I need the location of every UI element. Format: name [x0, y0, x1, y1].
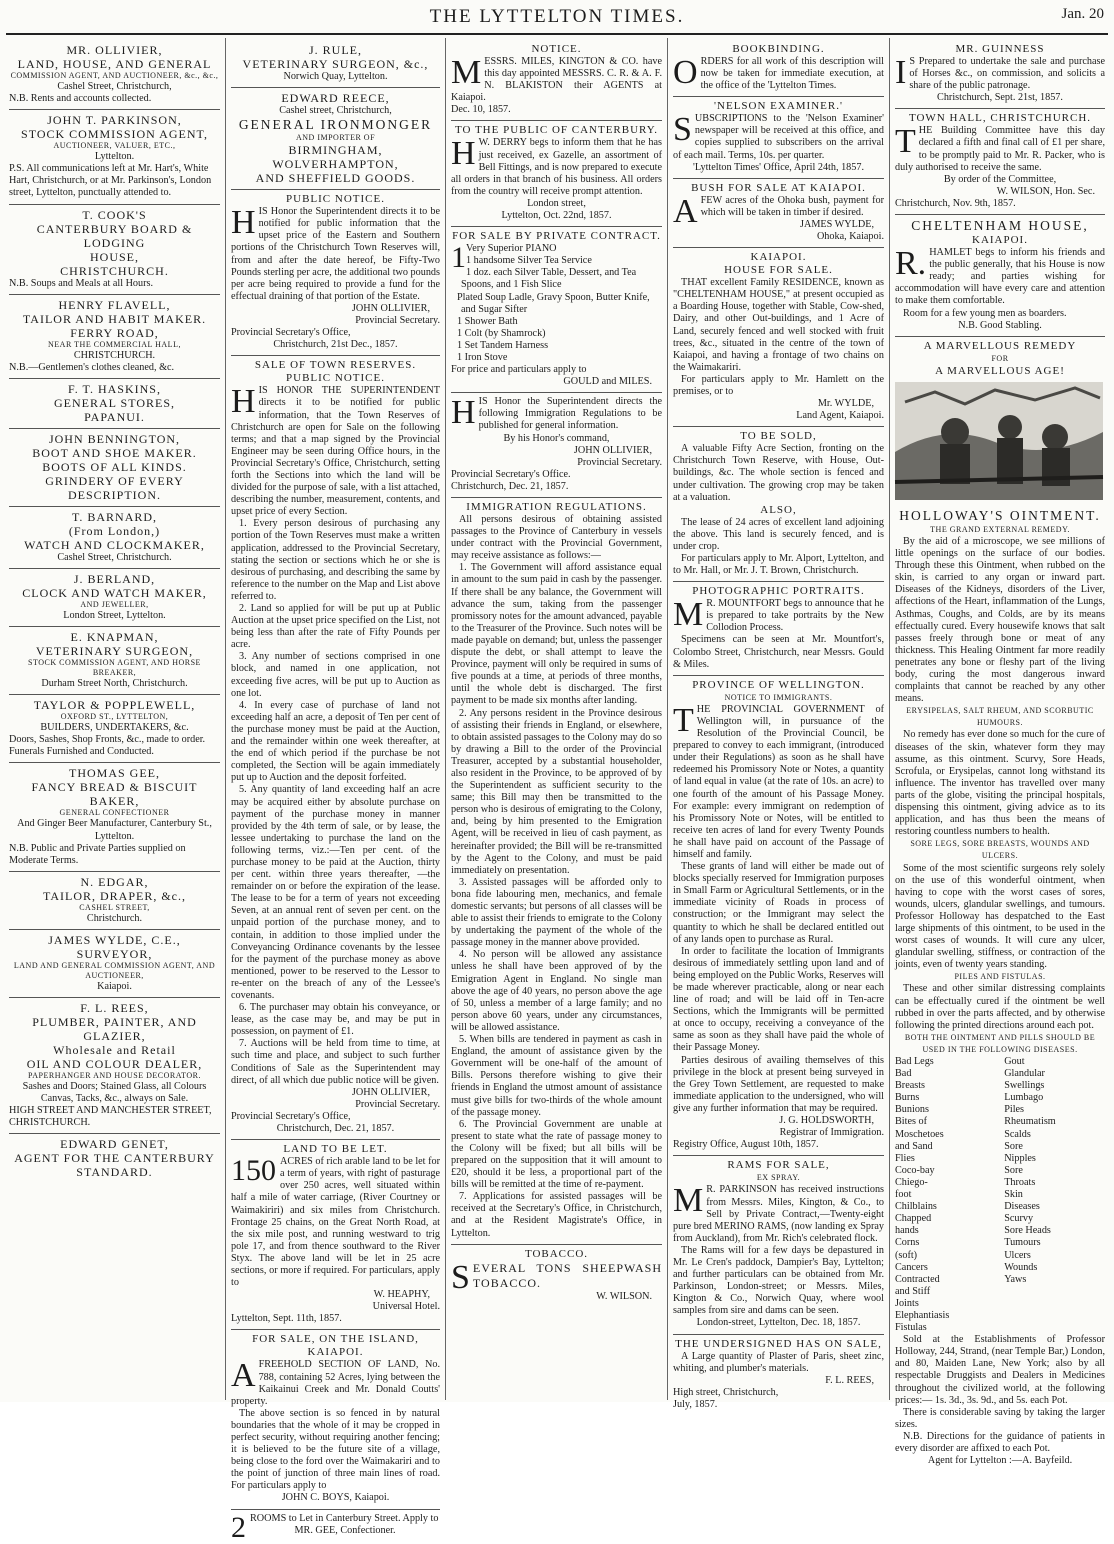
disease-item: Lumbago	[1004, 1092, 1044, 1104]
card-line: OIL AND COLOUR DEALER,	[26, 1056, 203, 1071]
disease-item: Yaws	[1004, 1273, 1027, 1285]
disease-item: Tumours	[1004, 1237, 1041, 1249]
disease-item: Contracted and Stiff Joints	[895, 1273, 940, 1309]
disease-item: Scalds	[1004, 1128, 1031, 1140]
sale-term: 1. Every person desirous of purchasing any portion of the Town Reserves must make a written application, addressed to the Provincial Secretary, stating the section or sections which he or she is desirous of purchasing, and describing the same by reference to the number on the Map and List above referred to.	[231, 518, 440, 602]
card-address: CHRISTCHURCH.	[73, 349, 156, 361]
card-line: EDWARD GENET,	[60, 1137, 169, 1152]
sale-term: 5. Any quantity of land exceeding half an acre may be acquired either by absolute purchase on payment of the purchase money in manner provided by the 4th term of sale, or by lease, the lessee undertaking to purchase the land on the following terms, viz.:—Ten per cent. of the purchase money to be paid at the Auction, thirty per cent. within three years thereafter, —the remainder on or before the expiration of the lease. The lease to be for a term of years not exceeding Seven, at an annual rent of seven per cent. on the unpaid portion of the purchase money, and to contain, in addition to those implied under the Conveyancing Ordinance covenants by the lessee for the payment of the purchase money as above mentioned, power to be reserved to the Lessor to re-enter on the breach of any of the Lessee's covenants.	[231, 784, 440, 1001]
card-line: BOOT AND SHOE MAKER.	[32, 445, 197, 460]
disease-item: Bad Breasts	[895, 1068, 925, 1092]
card-line: (From London,)	[68, 523, 161, 538]
sale-term: 4. In every case of purchase of land not exceeding half an acre, a deposit of Ten per cent of the purchase money must be paid at the Auction, and the remainder within one week thereafter, at the end of which period if the purchase be not completed, the Section will be again immediately put up to Auction and the deposit forfeited.	[231, 699, 440, 784]
business-card	[9, 379, 220, 429]
card-subline: CASHEL STREET,	[79, 902, 150, 912]
card-line: Wholesale and Retail	[53, 1042, 176, 1057]
immigration-para: 6. The Provincial Government are unable at present to state what the rate of passage money to the Colony will be fixed; but all bills will be prepared on the supposition that it will amount to £20, should it be less, a proportional part of the bills will be remitted at the time of re-payment.	[451, 1118, 662, 1191]
card-line: VETERINARY SURGEON,	[35, 644, 194, 659]
province-of-wellington: PROVINCE OF WELLINGTON. NOTICE TO IMMIGRANTS. THE PROVINCIAL GOVERNMENT of Wellington will, in pursuance of the Resolution of the Provincial Council, be prepared to convey to each immigrant, (introduced under their Regulations) as soon as he shall have redeemed his Promissory Note or Notes, a quantity of land equal in value (at the rate of 10s. an acre) to one fourth of the amount of his Passage Money. For example: every immigrant on redemption of his Promissory Note or Notes, will be entitled to receive ten acres of land for every Twenty Pounds he shall have paid on account of the Passage of himself and family. These grants of land will either be made out of blocks specially reserved for Immigration purposes in Small Farm or Agricultural Settlements, or in the immediate vicinity of Roads in process of construction; or the Immigrant may select the quantity to which he shall be declared entitled out of any lands open to purchase as Rural. In order to facilitate the location of Immigrants desirous of immediately settling upon land and of being employed on the Public Works, Reserves will be made wherever practicable, along or near each line of road; and will be laid off in Ten-acre Sections, which the Immigrants will be permitted at once to occupy, receiving a conveyance of the same as soon as they shall have paid the whole of their Passage Money. Parties desirous of availing themselves of this privilege in the block at present being surveyed in the Grey Town Settlement, are requested to make immediate application to the undersigned, who will give any further information that may be required. J. G. HOLDSWORTH, Registrar of Immigration. Registry Office, August 10th, 1857.	[673, 676, 884, 1157]
immigration-para: 4. No person will be allowed any assistance unless he shall have been approved of by the Emigration Agent in England. No single man above the age of 40 years, no person above the age of 50, unless a member of a large family; and no person above 60 years, under any circumstances, will be allowed assistance.	[451, 949, 662, 1033]
card-line: N. EDGAR,	[80, 874, 149, 889]
business-card	[9, 930, 220, 998]
disease-item: Glandular Swellings	[1004, 1068, 1045, 1092]
immigration-para: 1. The Government will afford assistance equal in amount to the sum paid in cash by the passenger. If there shall be any balance, the Government will advance the sum, taking from the passenger promissory notes for the amount advanced, payable to the Treasurer of the Province. Such notes will be made payable on demand; but, unless the passenger dispute the debt, or shall attempt to leave the Province, payment will only be required in sums of five pounds at a time, at periods of three months, until the whole debt is discharged. The first payment to be made six months after landing.	[451, 562, 662, 707]
card-subline: LAND AND GENERAL COMMISSION AGENT, AND AUCTIONEER,	[13, 960, 216, 980]
issue-date: Jan. 20	[1061, 6, 1104, 22]
business-card	[9, 569, 220, 627]
card-line: F. T. HASKINS,	[68, 381, 161, 396]
tobacco-ad: TOBACCO. SEVERAL TONS SHEEPWASH TOBACCO. W. WILSON.	[451, 1247, 662, 1302]
nelson-examiner: 'NELSON EXAMINER.' SUBSCRIPTIONS to the 'Nelson Examiner' newspaper will be received at this office, and copies supplied to subscribers on the arrival of each mail. Terms, 10s. per quarter. 'Lyttelton Times' Office, April 24th, 1857.	[673, 97, 884, 178]
card-line: STOCK COMMISSION AGENT,	[21, 127, 208, 142]
immigration-para: 2. Any persons resident in the Province desirous of assisting their friends in England, or elsewhere, to obtain assisted passages to the Colony may do so by drawing a Bill to the order of the Provincial Treasurer, accepted by a substantial householder, also resident in the Province, to be approved of by the Superintendent as sufficient security to the same; this Bill may then be transmitted to the person who is desirous of emigrating to the Colony, and, being by him presented to the Emigration Agent, will be received in lieu of cash payment, as hereinafter provided; the Bill will be re-transmitted by the Agent to the Colony, and must be paid immediately on presentation.	[451, 707, 662, 876]
card-line: THOMAS GEE,	[69, 766, 160, 781]
disease-item: Piles	[1004, 1104, 1025, 1116]
card-line: JOHN BENNINGTON,	[48, 431, 181, 446]
card-line: F. L. REES,	[80, 1000, 149, 1015]
card-line: PLUMBER, PAINTER, AND GLAZIER,	[32, 1014, 197, 1043]
card-line: FERRY ROAD,	[70, 325, 159, 340]
card-address: Cashel Street, Christchurch.	[57, 551, 172, 563]
immigration-directive: HIS Honor the Superintendent directs the following Immigration Regulations to be published for general information. By his Honor's command, JOHN OLLIVIER, Provincial Secretary. Provincial Secretary's Office. Christchurch, Dec. 21, 1857.	[451, 393, 662, 498]
land-to-let: LAND TO BE LET. 150 ACRES of rich arable land to be let for a term of years, with right of pasturage over 250 acres, well situated within half a mile of water carriage, (River Courtney or Waimakiriri) and six miles from Christchurch. Frontage 25 chains, on the Great North Road, at the six mile post, and running westward to trig pole 17, and from thence southward to the River Styx. The above land will be let in 25 acre sections, or more if required. For particulars, apply to W. HEAPHY, Universal Hotel. Lyttelton, Sept. 11th, 1857.	[231, 1140, 440, 1330]
disease-item: Skin Diseases	[1004, 1189, 1040, 1213]
contract-item: 1 Iron Stove	[457, 351, 508, 363]
business-card	[9, 1134, 220, 1183]
photographic-portraits: PHOTOGRAPHIC PORTRAITS. M R. MOUNTFORT begs to announce that he is prepared to take portraits by the New Collodion Process. Specimens can be seen at Mr. Mountfort's, Colombo Street, Christchurch, near Messrs. Gould & Miles.	[673, 582, 884, 676]
business-card	[9, 205, 220, 295]
bush-for-sale: BUSH FOR SALE AT KAIAPOI. AFEW acres of the Ohoka bush, payment for which will be taken in timber if desired. JAMES WYLDE, Ohoka, Kaiapoi.	[673, 179, 884, 248]
sale-island-kaiapoi: FOR SALE, ON THE ISLAND, KAIAPOI. AFREEHOLD SECTION OF LAND, No. 788, containing 52 Acres, lying between the Kaikainui Creek and Mr. Donald Coutts' property. The above section is so fenced in by natural boundaries that the whole of it may be cropped in perfect security, without requiring another fencing; it is believed to be the future site of a village, being close to the ford over the Waimakariri and to the point of junction of three main lines of road. For particulars apply to JOHN C. BOYS, Kaiapoi.	[231, 1330, 440, 1509]
mr-guinness: MR. GUINNESS I S Prepared to undertake the sale and purchase of Horses &c., on commission, and solicits a share of the public patronage. Christchurch, Sept. 21st, 1857.	[895, 40, 1105, 109]
paper-title: THE LYTTELTON TIMES.	[429, 6, 685, 27]
ad-rule: J. RULE, VETERINARY SURGEON, &c., Norwich Quay, Lyttelton.	[231, 40, 440, 88]
disease-item: Rheumatism	[1004, 1116, 1056, 1128]
business-card	[9, 295, 220, 379]
sale-town-reserves: SALE OF TOWN RESERVES. PUBLIC NOTICE. HIS HONOR THE SUPERINTENDENT directs it to be notified for public information, that the Town Reserves of Christchurch are open for Sale on the following terms; and that a map signed by the Provincial Engineer may be seen during Office hours, in the Provincial Secretary's Office, Christchurch, setting forth the Sections into which the land will be divided for the purpose of sale, with a list attached, describing the number, measurement, contents, and upset price of every Section. 1. Every person desirous of purchasing any portion of the Town Reserves must make a written application, addressed to the Provincial Secretary, stating the section or sections which he or she is desirous of purchasing, and describing the same by reference to the number on the Map and List above referred to. 2. Land so applied for will be put up at Public Auction at the upset price specified on the List, not being less than after the rate of Fifty Pounds per acre. 3. Any number of sections comprised in one block, and named in one application, not exceeding five acres, will be put up to Auction as one lot. 4. In every case of purchase of land not exceeding half an acre, a deposit of Ten per cent of the purchase money must be paid at the Auction, and the remainder within one week thereafter, at the end of which period if the purchase be not completed, the Section will be again immediately put up to Auction and the deposit forfeited. 5. Any quantity of land exceeding half an acre may be acquired either by absolute purchase on payment of the purchase money in manner provided by the 4th term of sale, or by lease, the lessee undertaking to purchase the land on the following terms, viz.:—Ten per cent. of the purchase money to be paid at the Auction, thirty per cent. within three years thereafter, —the remainder on or before the expiration of the lease. The lease to be for a term of years not exceeding Seven, at an annual rent of seven per cent. on the unpaid portion of the purchase money, and to contain, in addition to those implied under the Conveyancing Ordinance covenants by the lessee for the payment of the purchase money as above mentioned, power to be reserved to the Lessor to re-enter on the breach of any of the Lessee's covenants. 6. The purchaser may obtain his conveyance, or lease, as the case may be, and may be put in possession, on payment of £1. 7. Auctions will be held from time to time, at such time and place, and subject to such further Conditions of Sale as the Superintendent may direct, of all which due public notice will be given. JOHN OLLIVIER, Provincial Secretary. Provincial Secretary's Office, Christchurch, Dec. 21, 1857.	[231, 356, 440, 1140]
card-subline: COMMISSION AGENT, AND AUCTIONEER, &c., &c.,	[10, 71, 219, 80]
card-line: CHRISTCHURCH.	[60, 263, 169, 278]
card-note: Doors, Sashes, Shop Fronts, &c., made to order. Funerals Furnished and Conducted.	[9, 734, 206, 758]
contract-item: 1 Colt (by Shamrock)	[457, 327, 546, 339]
disease-item: Sore Throats	[1004, 1164, 1036, 1188]
disease-item: Bites of Moschetoes and Sand Flies	[895, 1116, 944, 1164]
card-address: London Street, Lyttelton.	[63, 609, 166, 621]
contract-item: 1 Shower Bath	[457, 315, 518, 327]
column-4	[668, 38, 890, 1410]
immigration-regulations: IMMIGRATION REGULATIONS. All persons desirous of obtaining assisted passages to the Province of Canterbury in vessels under contract with the Provincial Government, may receive assistance as follows:— 1. The Government will afford assistance equal in amount to the sum paid in cash by the passenger. If there shall be any balance, the Government will advance the sum, taking from the passenger promissory notes for the amount advanced, payable to the Treasurer of the Province. Such notes will be made payable on demand; but, unless the passenger dispute the debt, or shall attempt to leave the Province, payment will only be required in sums of five pounds at a time, at periods of three months, until the whole debt is discharged. The first payment to be made six months after landing. 2. Any persons resident in the Province desirous of assisting their friends in England, or elsewhere, to obtain assisted passages to the Colony may do so by drawing a Bill to the order of the Provincial Treasurer, accepted by a substantial householder, also resident in the Province, to be approved of by the Superintendent as sufficient security to the same; this Bill may then be transmitted to the person who is desirous of emigrating to the Colony, and, being by him presented to the Emigration Agent, will be received in lieu of cash payment, as hereinafter provided; the Bill will be re-transmitted by the Agent to the Colony, and must be paid immediately on presentation. 3. Assisted passages will be afforded only to bona fide labouring men, mechanics, and female domestic servants; but persons of all classes will be able to assist their friends to emigrate to the Colony by undertaking the payment of the whole of the passage money in the manner above provided. 4. No person will be allowed any assistance unless he shall have been approved of by the Emigration Agent in England. No single man above the age of 40 years, no person above the age of 50, unless a member of a large family; and no person above 60 years, under any circumstances, will be allowed assistance. 5. When bills are tendered in payment as cash in England, the amount of assistance given by the Government will be one-half of the amount of Bills. Persons therefore wishing to give their friends in England the utmost amount of assistance must give bills for two-thirds of the whole amount of the passage money. 6. The Provincial Government are unable at present to state what the rate of passage money to the Colony will be fixed; but all bills will be prepared on the supposition that it will amount to £20, should it be less, a proportional part of the bills will be remitted at the time of re-payment. 7. Applications for assisted passages will be received at the Secretary's Office, in Christchurch, and at the Resident Magistrate's Office, in Lyttelton.	[451, 498, 662, 1245]
holloway-engraving-icon	[895, 382, 1103, 500]
card-subline: PAPERHANGER AND HOUSE DECORATOR.	[28, 1070, 201, 1080]
disease-item: Wounds	[1004, 1261, 1038, 1273]
business-card	[9, 429, 220, 507]
card-subline: AND JEWELLER,	[80, 599, 149, 609]
private-contract: FOR SALE BY PRIVATE CONTRACT. 1 Very Superior PIANO 1 handsome Silver Tea Service 1 doz. each Silver Table, Dessert, and Tea Spoons, and 1 Fish Slice Plated Soup Ladle, Gravy Spoon, Butter Knife, and Sugar Sifter 1 Shower Bath 1 Colt (by Shamrock) 1 Set Tandem Harness 1 Iron Stove For price and particulars apply to GOULD and MILES.	[451, 227, 662, 393]
card-line: WATCH AND CLOCKMAKER,	[24, 537, 205, 552]
rams-for-sale: RAMS FOR SALE, EX SPRAY. M R. PARKINSON has received instructions from Messrs. Miles, Kington, & Co., to Sell by Private Contract,—Twenty-eight pure bred MERINO RAMS, (now landing ex Spray from Auckland), from Mr. Rich's celebrated flock. The Rams will for a few days be depastured in Mr. Le Cren's paddock, Dampier's Bay, Lyttelton; and further particulars can be obtained from Mr. Parkinson, London-street; or Messrs. Miles, Kington & Co., Norwich Quay, where wool samples from sire and dams can be seen. London-street, Lyttelton, Dec. 18, 1857.	[673, 1156, 884, 1334]
column-3	[446, 38, 668, 1400]
card-line: SURVEYOR,	[76, 946, 153, 961]
card-address: And Ginger Beer Manufacturer, Canterbury St., Lyttelton.	[17, 818, 212, 842]
card-note: HIGH STREET AND MANCHESTER STREET, CHRISTCHURCH.	[9, 1105, 212, 1129]
columns	[4, 38, 1110, 1544]
rooms-to-let: 2 ROOMS to Let in Canterbury Street. Apply to MR. GEE, Confectioner.	[231, 1510, 439, 1544]
card-note: N.B. Soups and Meals at all Hours.	[9, 277, 154, 289]
card-line: PAPANUI.	[84, 409, 145, 424]
immigration-para: 3. Assisted passages will be afforded only to bona fide labouring men, mechanics, and female domestic servants; but persons of all classes will be able to assist their friends to emigrate to the Colony by undertaking the payment of the whole of the passage money in the manner above provided.	[451, 876, 662, 949]
contract-items	[451, 243, 662, 364]
public-notice: PUBLIC NOTICE. HIS Honor the Superintendent directs it to be notified for public information that the upset price of the Eastern and Southern portions of the Christchurch Town Reserves will, from and after the date hereof, be Fifty-Two Pounds sterling per acre, the additional two pounds per acre being required to provide a fund for the effectual draining of that portion of the Estate. JOHN OLLIVIER, Provincial Secretary. Provincial Secretary's Office, Christchurch, 21st Dec., 1857.	[231, 190, 440, 356]
card-line: T. COOK'S	[82, 207, 147, 222]
wellington-paras	[673, 861, 884, 1115]
card-line: T. BARNARD,	[71, 509, 158, 524]
card-line: CANTERBURY BOARD & LODGING	[36, 221, 193, 250]
house-for-sale: KAIAPOI. HOUSE FOR SALE. THAT excellent Family RESIDENCE, known as "CHELTENHAM HOUSE," at present occupied as a Boarding House, together with Stable, Cow-shed, Dairy, and other Out-buildings, and 1 Acre of Land, securely fenced and well stocked with fruit trees, &c., situated in the centre of the town of Kaiapoi, and having a frontage of two chains on the Waimakariri. For particulars apply to Mr. Hamlett on the premises, or to Mr. WYLDE, Land Agent, Kaiapoi.	[673, 248, 884, 427]
notice-miles-kington: NOTICE. MESSRS. MILES, KINGTON & CO. have this day appointed MESSRS. C. R. & A. F. N. BLAKISTON their AGENTS at Kaiapoi. Dec. 10, 1857.	[451, 40, 662, 121]
derry-notice: TO THE PUBLIC OF CANTERBURY. H W. DERRY begs to inform them that he has just received, ex Gazelle, an assortment of Bell Fittings, and is now prepared to execute all orders in that branch of his business. All orders from the country will receive prompt attention. London street, Lyttelton, Oct. 22nd, 1857.	[451, 121, 662, 227]
business-card	[9, 763, 220, 871]
card-line: TAYLOR & POPPLEWELL,	[33, 698, 196, 713]
business-card	[9, 40, 220, 110]
sale-term: 6. The purchaser may obtain his conveyance, or lease, as the case may be, and may be put in possession, on payment of £1.	[231, 1002, 440, 1038]
diseases-list	[895, 1056, 1105, 1334]
sale-terms	[231, 518, 440, 1086]
immigration-para: 7. Applications for assisted passages will be received at the Secretary's Office, in Christchurch, and at the Resident Magistrate's Office, in Lyttelton.	[451, 1191, 662, 1239]
disease-item: Chapped hands	[895, 1213, 932, 1237]
disease-item: Burns	[895, 1092, 920, 1104]
card-address: Lyttelton.	[94, 151, 135, 163]
immigration-para: 5. When bills are tendered in payment as cash in England, the amount of assistance given by the Government will be one-half of the amount of Bills. Persons therefore wishing to give their friends in England the utmost amount of assistance must give bills for two-thirds of the whole amount of the passage money.	[451, 1034, 662, 1118]
disease-item: Coco-bay	[895, 1164, 935, 1176]
card-address: BUILDERS, UNDERTAKERS, &c.	[40, 722, 189, 734]
contract-item: Very Superior PIANO	[466, 243, 557, 255]
card-address: Sashes and Doors; Stained Glass, all Colours Canvas, Tacks, &c., always on Sale.	[22, 1080, 207, 1105]
card-line: CLOCK AND WATCH MAKER,	[22, 585, 207, 600]
card-line: BOOTS OF ALL KINDS.	[42, 459, 187, 474]
wellington-para: Parties desirous of availing themselves of this privilege in the block at present being surveyed in the Grey Town Settlement, are requested to make immediate application to the undersigned, who will give any further information that may be required.	[673, 1054, 884, 1114]
town-hall: TOWN HALL, CHRISTCHURCH. THE Building Committee have this day declared a fifth and final call of £1 per share, to be promptly paid to Mr. R. Packer, who is duly authorised to receive the same. By order of the Committee, W. WILSON, Hon. Sec. Christchurch, Nov. 9th, 1857.	[895, 109, 1105, 215]
disease-item: Chilblains	[895, 1201, 937, 1213]
column-2	[226, 38, 446, 1544]
card-subline: OXFORD ST., LYTTELTON,	[60, 712, 169, 722]
business-card	[9, 627, 220, 695]
card-note: P.S. All communications left at Mr. Hart's, White Hart, Christchurch, or at Mr. Parkinson's, London street, Lyttelton, punctually attended to.	[9, 163, 212, 199]
card-line: LAND, HOUSE, AND GENERAL	[17, 57, 212, 71]
card-address: Durham Street North, Christchurch.	[41, 678, 188, 690]
immigration-paras	[451, 562, 662, 1239]
disease-item: Scurvy	[1004, 1213, 1034, 1225]
business-card	[9, 507, 220, 569]
undersigned-on-sale: THE UNDERSIGNED HAS ON SALE, A Large quantity of Plaster of Paris, sheet zinc, whiting, and plumber's materials. F. L. REES, High street, Christchurch, July, 1857.	[673, 1337, 884, 1410]
sale-term: 3. Any number of sections comprised in one block, and named in one application, not exceeding five acres, will be put up to Auction as one lot.	[231, 651, 440, 699]
disease-item: Sore Nipples	[1004, 1140, 1036, 1164]
card-line: J. BERLAND,	[73, 571, 156, 586]
card-subline: GENERAL CONFECTIONER	[59, 808, 170, 818]
card-address: Kaiapoi.	[97, 980, 132, 992]
card-line: TAILOR, DRAPER, &c.,	[42, 888, 187, 903]
card-line: JOHN T. PARKINSON,	[47, 113, 182, 128]
disease-item: Corns (soft)	[895, 1237, 920, 1261]
contract-item: 1 doz. each Silver Table, Dessert, and Tea Spoons, and 1 Fish Slice	[461, 267, 637, 291]
contract-item: 1 Set Tandem Harness	[457, 339, 549, 351]
business-card	[9, 872, 220, 930]
card-subline: AUCTIONEER, VALUER, ETC.,	[53, 141, 176, 151]
card-address: Christchurch.	[86, 912, 143, 924]
business-card	[9, 110, 220, 204]
contract-item: Plated Soup Ladle, Gravy Spoon, Butter Knife, and Sugar Sifter	[457, 291, 650, 315]
column-1	[4, 38, 226, 1400]
bookbinding: BOOKBINDING. ORDERS for all work of this description will now be taken for immediate execution, at the office of the 'Lyttelton Times.	[673, 40, 884, 97]
card-line: HENRY FLAVELL,	[58, 297, 171, 312]
card-line: TAILOR AND HABIT MAKER.	[22, 311, 207, 326]
business-card	[9, 998, 220, 1134]
disease-item: Fistulas	[895, 1322, 927, 1334]
diseases-left	[895, 1056, 996, 1334]
disease-item: Ulcers	[1004, 1249, 1031, 1261]
disease-item: Cancers	[895, 1261, 928, 1273]
card-line: MR. OLLIVIER,	[66, 43, 163, 57]
diseases-right	[1004, 1056, 1105, 1334]
cheltenham-house: CHELTENHAM HOUSE, KAIAPOI. R. HAMLET begs to inform his friends and the public generally, that his House is now ready; and parties wishing for accommodation will have every care and attention to make them comfortable. Room for a few young men as boarders. N.B. Good Stabling.	[895, 215, 1105, 337]
disease-item: Elephantiasis	[895, 1309, 950, 1321]
card-line: AGENT FOR THE CANTERBURY	[14, 1151, 215, 1166]
sale-term: 7. Auctions will be held from time to time, at such time and place, and subject to such further Conditions of Sale as the Superintendent may direct, of all which due public notice will be given.	[231, 1038, 440, 1086]
ad-reece: EDWARD REECE, Cashel street, Christchurch, GENERAL IRONMONGER AND IMPORTER OF BIRMINGHAM, WOLVERHAMPTON, AND SHEFFIELD GOODS.	[231, 88, 440, 190]
contract-item: 1 handsome Silver Tea Service	[466, 255, 592, 267]
card-note: N.B. Public and Private Parties supplied on Moderate Terms.	[9, 842, 186, 866]
card-line: FANCY BREAD & BISCUIT BAKER,	[31, 780, 198, 809]
card-subline: STOCK COMMISSION AGENT, AND HORSE BREAKER,	[28, 658, 201, 678]
disease-item: Chiego-foot	[895, 1176, 928, 1201]
sale-term: 2. Land so applied for will be put up at Public Auction at the upset price specified on the List, not being less than after the rate of Fifty Pounds per acre.	[231, 603, 440, 651]
to-be-sold: TO BE SOLD, A valuable Fifty Acre Section, fronting on the Christchurch Town Reserve, with House, Out-buildings, &c. The whole section is fenced and under cultivation. The growing crop may be taken at a valuation. ALSO, The lease of 24 acres of excellent land adjoining the above. This land is securely fenced, and is under crop. For particulars apply to Mr. Alport, Lyttelton, and to Mr. Hall, or Mr. J. T. Brown, Christchurch.	[673, 427, 884, 582]
card-note: N.B.—Gentlemen's clothes cleaned, &c.	[9, 361, 175, 373]
card-address: Cashel Street, Christchurch,	[57, 81, 172, 92]
card-line: STANDARD.	[76, 1165, 153, 1180]
card-line: E. KNAPMAN,	[70, 630, 159, 645]
masthead-rule	[6, 33, 1108, 35]
card-line: HOUSE,	[89, 249, 139, 264]
disease-item: Sore Heads	[1004, 1225, 1051, 1237]
holloway-ointment: A MARVELLOUS REMEDY FOR A MARVELLOUS AGE! HOLLOWAY'S OINTMENT. THE GRAND EXTERNAL REMEDY. By the aid of a microscope, we see millions of little openings on the surface of our bodies. Through these this Ointment, when rubbed on the skin, is carried to any organ or inward part. Diseases of the Kidneys, disorders of the Liver, affections of the Heart, inflammation of the Lungs, Asthmas, Coughs, and Colds, are by its means effectually cured. Every housewife knows that salt passes freely through bone or meat of any thickness. This Healing Ointment far more readily penetrates any bone or fleshy part of the living body, curing the most dangerous inward complaints that cannot be reached by any other means. ERYSIPELAS, SALT RHEUM, AND SCORBUTIC HUMOURS. No remedy has ever done so much for the cure of diseases of the skin, whatever form they may assume, as this ointment. Scurvy, Sore Heads, Scrofula, or Erysipelas, cannot long withstand its influence. The inventor has travelled over many parts of the globe, visiting the principal hospitals, dispensing this ointment, giving advice as to its application, and has thus been the means of restoring countless numbers to health. SORE LEGS, SORE BREASTS, WOUNDS AND ULCERS. Some of the most scientific surgeons rely solely on the use of this wonderful ointment, when having to cope with the worst cases of sores, wounds, ulcers, glandular swellings, and tumours. Professor Holloway has despatched to the East large shipments of this ointment, to be used in the worst cases of wounds. It will cure any ulcer, glandular swelling, stiffness, or contraction of the joints, even of twenty years standing. PILES AND FISTULAS. These and other similar distressing complaints can be effectually cured if the ointment be well rubbed in over the parts affected, and by otherwise following the printed directions around each pot. BOTH THE OINTMENT AND PILLS SHOULD BE USED IN THE FOLLOWING DISEASES. Bad Legs Bad Breasts Burns Bunions Bites of Moschetoes and Sand Flies Coco-bay Chiego-foot Chilblains Chapped hands Corns (soft) Cancers Contracted and Stiff Joints Elephantiasis Fistulas Gout Glandular Swellings Lumbago Piles Rheumatism Scalds Sore Nipples Sore Throats Skin Diseases Scurvy Sore Heads Tumours Ulcers Wounds Yaws Sold at the Establishments of Professor Holloway, 244, Strand, (near Temple Bar,) London, and 80, Maiden Lane, New York; also by all respectable Druggists and Dealers in Medicines throughout the civilized world, at the following prices:— 1s. 3d., 3s. 9d., and 5s. each Pot. There is considerable saving by taking the larger sizes. N.B. Directions for the guidance of patients in every disorder are affixed to each Pot. Agent for Lyttelton :—A. Bayfeild.	[895, 339, 1105, 1467]
disease-item: Bunions	[895, 1104, 929, 1116]
disease-item: Bad Legs	[895, 1056, 934, 1067]
card-line: GRINDERY OF EVERY DESCRIPTION.	[45, 473, 184, 502]
business-card	[9, 695, 220, 763]
masthead	[0, 0, 1114, 40]
card-subline: NEAR THE COMMERCIAL HALL,	[48, 339, 181, 349]
card-line: JAMES WYLDE, C.E.,	[48, 932, 181, 947]
wellington-para: These grants of land will either be made out of blocks specially reserved for Immigration purposes in Small Farm or Agricultural Settlements, or in the immediate vicinity of Roads in process of construction; or the Immigrant may select the quantity to which he shall be declared entitled out of any lands open to purchase as Rural.	[673, 861, 884, 945]
card-note: N.B. Rents and accounts collected.	[9, 93, 152, 105]
card-line: GENERAL STORES,	[53, 395, 175, 410]
disease-item: Gout	[1004, 1056, 1025, 1067]
wellington-para: In order to facilitate the location of Immigrants desirous of immediately settling upon land and of being employed on the Public Works, Reserves will be made wherever practicable, along or near each line of road; and will be laid off in Ten-acre Sections, which the Immigrants will be permitted at once to occupy, receiving a conveyance of the same as soon as they shall have paid the whole of their Passage Money.	[673, 945, 884, 1054]
column-5	[890, 38, 1110, 1467]
